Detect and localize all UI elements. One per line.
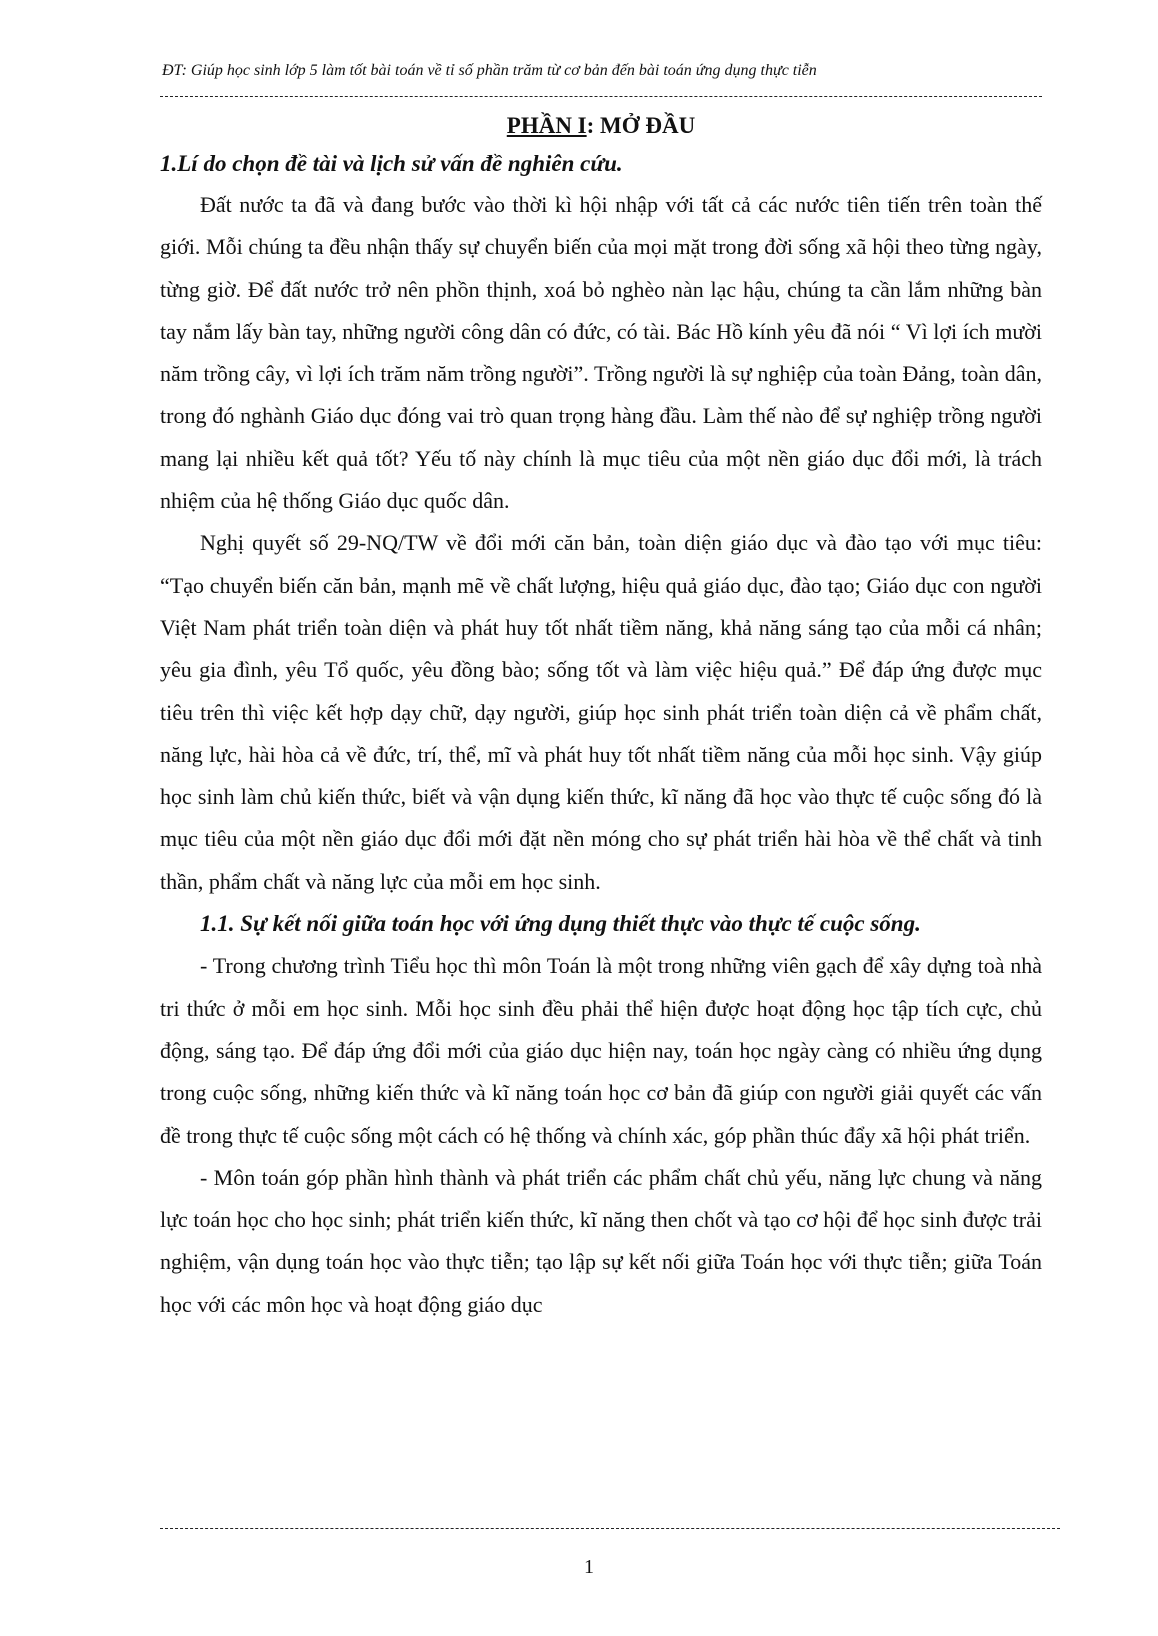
header-divider	[160, 96, 1042, 97]
paragraph: - Trong chương trình Tiểu học thì môn Toán là một trong những viên gạch để xây dựng toà nhà tri thức ở mỗi em học sinh. Mỗi học sinh đều phải thể hiện được hoạt động học tập tích cực, chủ động, sáng tạo. Để đáp ứng đổi mới của giáo dục hiện nay, toán học ngày càng có nhiều ứng dụng trong cuộc sống, những kiến thức và kĩ năng toán học cơ bản đã giúp con người giải quyết các vấn đề trong thực tế cuộc sống một cách có hệ thống và chính xác, góp phần thúc đẩy xã hội phát triển.	[160, 953, 1042, 1148]
subsection-heading: 1.1. Sự kết nối giữa toán học với ứng dụng thiết thực vào thực tế cuộc sống.	[200, 911, 921, 937]
page-body	[160, 108, 1042, 1326]
paragraph: Đất nước ta đã và đang bước vào thời kì hội nhập với tất cả các nước tiên tiến trên toàn thế giới. Mỗi chúng ta đều nhận thấy sự chuyển biến của mọi mặt trong đời sống xã hội theo từng ngày, từng giờ. Để đất nước trở nên phồn thịnh, xoá bỏ nghèo nàn lạc hậu, chúng ta cần lắm những bàn tay nắm lấy bàn tay, những người công dân có đức, có tài. Bác Hồ kính yêu đã nói “ Vì lợi ích mười năm trồng cây, vì lợi ích trăm năm trồng người”. Trồng người là sự nghiệp của toàn Đảng, toàn dân, trong đó nghành Giáo dục đóng vai trò quan trọng hàng đầu. Làm thế nào để sự nghiệp trồng người mang lại nhiều kết quả tốt? Yếu tố này chính là mục tiêu của một nền giáo dục đổi mới, là trách nhiệm của hệ thống Giáo dục quốc dân.	[160, 192, 1042, 514]
page-number: 1	[584, 1556, 594, 1578]
paragraph: - Môn toán góp phần hình thành và phát triển các phẩm chất chủ yếu, năng lực chung và năng lực toán học cho học sinh; phát triển kiến thức, kĩ năng then chốt và tạo cơ hội để học sinh được trải nghiệm, vận dụng toán học vào thực tiễn; tạo lập sự kết nối giữa Toán học với thực tiễn; giữa Toán học với các môn học và hoạt động giáo dục	[160, 1164, 1042, 1317]
part-title	[160, 108, 1042, 144]
footer-divider	[160, 1528, 1060, 1529]
part-suffix: : MỞ ĐẦU	[586, 113, 696, 138]
section-heading: 1.Lí do chọn đề tài và lịch sử vấn đề nghiên cứu.	[160, 151, 623, 176]
running-header: ĐT: Giúp học sinh lớp 5 làm tốt bài toán về tỉ số phần trăm từ cơ bản đến bài toán ứng dụng thực tiễn	[162, 62, 817, 79]
paragraph: Nghị quyết số 29-NQ/TW về đổi mới căn bản, toàn diện giáo dục và đào tạo với mục tiêu: “Tạo chuyển biến căn bản, mạnh mẽ về chất lượng, hiệu quả giáo dục, đào tạo; Giáo dục con người Việt Nam phát triển toàn diện và phát huy tốt nhất tiềm năng, khả năng sáng tạo của mỗi cá nhân; yêu gia đình, yêu Tổ quốc, yêu đồng bào; sống tốt và làm việc hiệu quả.” Để đáp ứng được mục tiêu trên thì việc kết hợp dạy chữ, dạy người, giúp học sinh phát triển toàn diện cả về phẩm chất, năng lực, hài hòa cả về đức, trí, thể, mĩ và phát huy tốt nhất tiềm năng của mỗi học sinh. Vậy giúp học sinh làm chủ kiến thức, biết và vận dụng kiến thức, kĩ năng đã học vào thực tế cuộc sống đó là mục tiêu của một nền giáo dục đổi mới đặt nền móng cho sự phát triển hài hòa về thể chất và tinh thần, phẩm chất và năng lực của mỗi em học sinh.	[160, 530, 1042, 894]
part-label: PHẦN I	[506, 113, 587, 138]
